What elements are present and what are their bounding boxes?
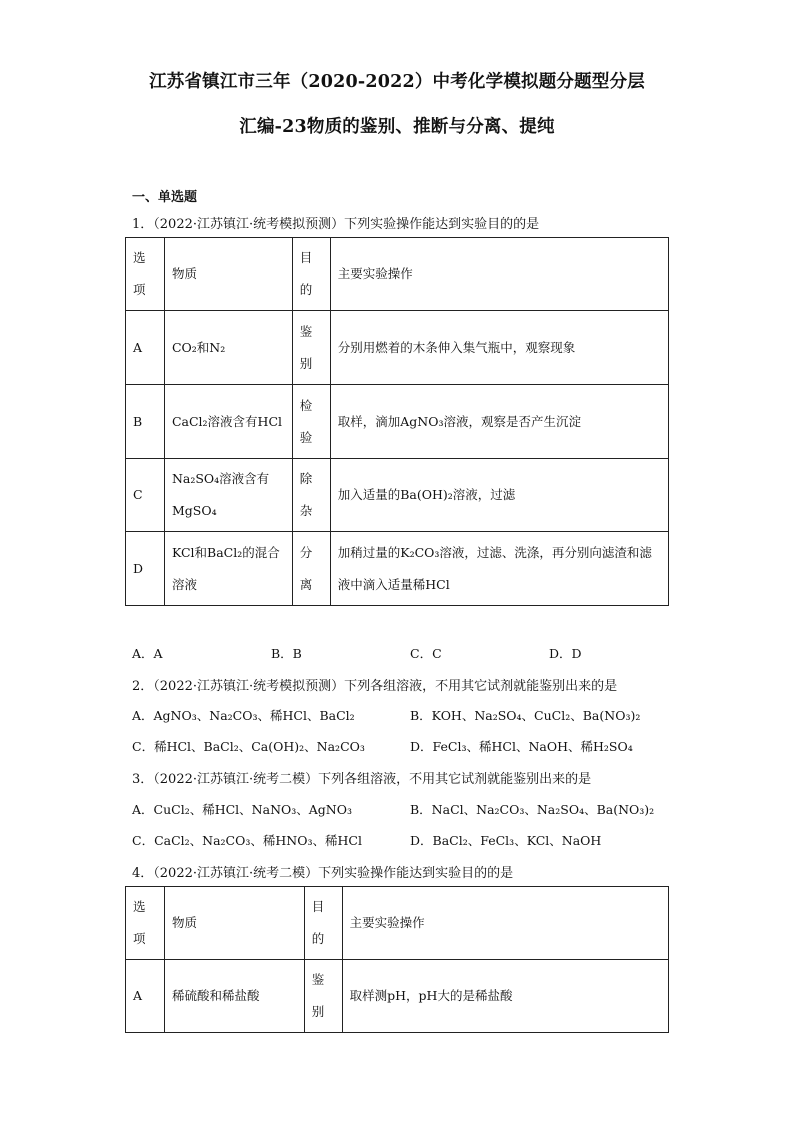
question-1-choice-a: A．A	[132, 646, 163, 661]
row-purpose: 鉴别	[304, 960, 342, 1033]
row-option: D	[126, 532, 165, 606]
row-substance: KCl和BaCl₂的混合溶液	[164, 532, 292, 606]
table-row	[126, 960, 669, 1033]
header-option: 选项	[126, 887, 165, 960]
header-substance: 物质	[164, 238, 292, 311]
row-substance: CO₂和N₂	[164, 311, 292, 385]
table-header-row	[126, 238, 669, 311]
header-operation: 主要实验操作	[330, 238, 668, 311]
document-title-line2: 汇编-23物质的鉴别、推断与分离、提纯	[239, 117, 555, 137]
table-row	[126, 459, 669, 532]
header-operation: 主要实验操作	[342, 887, 668, 960]
section-heading: 一、单选题	[132, 190, 198, 205]
row-option: B	[126, 385, 165, 459]
question-3-stem: 3．（2022·江苏镇江·统考二模）下列各组溶液，不用其它试剂就能鉴别出来的是	[132, 772, 592, 787]
row-substance: Na₂SO₄溶液含有MgSO₄	[164, 459, 292, 532]
row-option: C	[126, 459, 165, 532]
row-operation: 取样，滴加AgNO₃溶液，观察是否产生沉淀	[330, 385, 668, 459]
row-operation: 分别用燃着的木条伸入集气瓶中，观察现象	[330, 311, 668, 385]
table-row	[126, 385, 669, 459]
row-operation: 加入适量的Ba(OH)₂溶液，过滤	[330, 459, 668, 532]
row-purpose: 除杂	[292, 459, 330, 532]
question-3-choice-b: B．NaCl、Na₂CO₃、Na₂SO₄、Ba(NO₃)₂	[410, 802, 655, 817]
header-substance: 物质	[164, 887, 304, 960]
row-purpose: 鉴别	[292, 311, 330, 385]
question-1-choice-c: C．C	[410, 646, 442, 661]
document-title-line1: 江苏省镇江市三年（2020-2022）中考化学模拟题分题型分层	[149, 72, 645, 92]
question-3-choice-a: A．CuCl₂、稀HCl、NaNO₃、AgNO₃	[132, 802, 352, 817]
header-option: 选项	[126, 238, 165, 311]
table-header-row	[126, 887, 669, 960]
question-2-choice-c: C．稀HCl、BaCl₂、Ca(OH)₂、Na₂CO₃	[132, 739, 365, 754]
row-purpose: 检验	[292, 385, 330, 459]
table-row	[126, 311, 669, 385]
row-operation: 取样测pH，pH大的是稀盐酸	[342, 960, 668, 1033]
header-purpose: 目的	[304, 887, 342, 960]
question-3-choice-d: D．BaCl₂、FeCl₃、KCl、NaOH	[410, 833, 602, 848]
table-row	[126, 532, 669, 606]
row-purpose: 分离	[292, 532, 330, 606]
question-2-choice-b: B．KOH、Na₂SO₄、CuCl₂、Ba(NO₃)₂	[410, 708, 641, 723]
question-1-stem: 1．（2022·江苏镇江·统考模拟预测）下列实验操作能达到实验目的的是	[132, 217, 540, 232]
header-purpose: 目的	[292, 238, 330, 311]
row-operation: 加稍过量的K₂CO₃溶液，过滤、洗涤，再分别向滤渣和滤液中滴入适量稀HCl	[330, 532, 668, 606]
question-1-table	[125, 237, 669, 606]
question-2-choice-a: A．AgNO₃、Na₂CO₃、稀HCl、BaCl₂	[132, 708, 355, 723]
question-4-stem: 4．（2022·江苏镇江·统考二模）下列实验操作能达到实验目的的是	[132, 866, 514, 881]
row-substance: CaCl₂溶液含有HCl	[164, 385, 292, 459]
row-option: A	[126, 960, 165, 1033]
row-option: A	[126, 311, 165, 385]
question-2-choice-d: D．FeCl₃、稀HCl、NaOH、稀H₂SO₄	[410, 739, 633, 754]
question-1-choice-d: D．D	[549, 646, 582, 661]
question-2-stem: 2．（2022·江苏镇江·统考模拟预测）下列各组溶液，不用其它试剂就能鉴别出来的是	[132, 679, 618, 694]
row-substance: 稀硫酸和稀盐酸	[164, 960, 304, 1033]
question-4-table	[125, 886, 669, 1033]
question-3-choice-c: C．CaCl₂、Na₂CO₃、稀HNO₃、稀HCl	[132, 833, 362, 848]
question-1-choice-b: B．B	[271, 646, 302, 661]
